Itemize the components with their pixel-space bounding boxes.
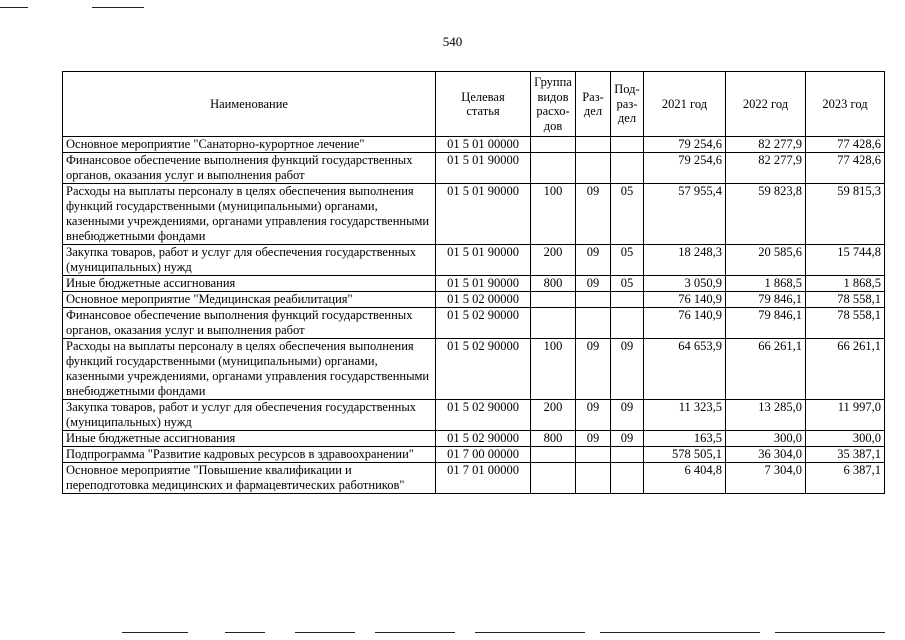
scan-edge-line [295, 632, 355, 633]
row-name: Подпрограмма "Развитие кадровых ресурсов в здравоохранении" [63, 447, 436, 463]
row-subsection: 09 [611, 339, 644, 400]
row-value-2023: 59 815,3 [806, 184, 885, 245]
row-value-2022: 7 304,0 [726, 463, 806, 494]
row-target: 01 5 02 90000 [436, 431, 531, 447]
row-section: 09 [576, 339, 611, 400]
row-value-2022: 300,0 [726, 431, 806, 447]
row-target: 01 7 00 00000 [436, 447, 531, 463]
row-value-2021: 6 404,8 [644, 463, 726, 494]
row-value-2023: 77 428,6 [806, 153, 885, 184]
header-target: Целевая статья [436, 72, 531, 137]
row-value-2022: 36 304,0 [726, 447, 806, 463]
row-section [576, 308, 611, 339]
row-section: 09 [576, 184, 611, 245]
row-group [531, 137, 576, 153]
row-section: 09 [576, 431, 611, 447]
row-subsection [611, 308, 644, 339]
header-name: Наименование [63, 72, 436, 137]
row-group: 200 [531, 400, 576, 431]
row-name: Финансовое обеспечение выполнения функций государственных органов, оказания услуг и выполнения работ [63, 308, 436, 339]
scan-edge-line [600, 632, 760, 633]
row-value-2021: 76 140,9 [644, 308, 726, 339]
row-subsection: 05 [611, 184, 644, 245]
table-row [63, 276, 885, 292]
row-target: 01 5 01 90000 [436, 276, 531, 292]
row-section [576, 292, 611, 308]
row-name: Основное мероприятие "Медицинская реабилитация" [63, 292, 436, 308]
row-subsection [611, 447, 644, 463]
table-row [63, 292, 885, 308]
table-header-row [63, 72, 885, 137]
row-value-2022: 82 277,9 [726, 153, 806, 184]
row-section [576, 153, 611, 184]
row-value-2021: 578 505,1 [644, 447, 726, 463]
row-value-2022: 13 285,0 [726, 400, 806, 431]
row-value-2021: 79 254,6 [644, 153, 726, 184]
row-value-2022: 1 868,5 [726, 276, 806, 292]
scan-edge-line [122, 632, 188, 633]
budget-table [62, 71, 885, 494]
row-value-2023: 66 261,1 [806, 339, 885, 400]
row-section [576, 137, 611, 153]
row-target: 01 5 01 00000 [436, 137, 531, 153]
row-value-2022: 59 823,8 [726, 184, 806, 245]
row-value-2023: 35 387,1 [806, 447, 885, 463]
row-subsection [611, 153, 644, 184]
table-row [63, 308, 885, 339]
header-2022: 2022 год [726, 72, 806, 137]
row-target: 01 5 01 90000 [436, 184, 531, 245]
scan-edge-line [0, 7, 28, 8]
header-2021: 2021 год [644, 72, 726, 137]
row-value-2023: 300,0 [806, 431, 885, 447]
row-value-2022: 66 261,1 [726, 339, 806, 400]
row-value-2023: 15 744,8 [806, 245, 885, 276]
page-number: 540 [442, 34, 463, 49]
row-name: Иные бюджетные ассигнования [63, 276, 436, 292]
row-value-2021: 64 653,9 [644, 339, 726, 400]
row-value-2023: 6 387,1 [806, 463, 885, 494]
row-group [531, 308, 576, 339]
row-value-2021: 3 050,9 [644, 276, 726, 292]
row-value-2021: 76 140,9 [644, 292, 726, 308]
row-section: 09 [576, 245, 611, 276]
row-value-2022: 20 585,6 [726, 245, 806, 276]
row-subsection: 09 [611, 431, 644, 447]
row-name: Закупка товаров, работ и услуг для обеспечения государственных (муниципальных) нужд [63, 400, 436, 431]
row-value-2023: 77 428,6 [806, 137, 885, 153]
table-row [63, 339, 885, 400]
row-name: Закупка товаров, работ и услуг для обеспечения государственных (муниципальных) нужд [63, 245, 436, 276]
table-row [63, 184, 885, 245]
scan-edge-line [92, 7, 144, 8]
row-group: 200 [531, 245, 576, 276]
scan-edge-line [775, 632, 885, 633]
header-group: Группа видов расхо-дов [531, 72, 576, 137]
row-target: 01 5 01 90000 [436, 153, 531, 184]
scan-edge-line [375, 632, 455, 633]
row-group [531, 447, 576, 463]
table-row [63, 137, 885, 153]
row-value-2021: 18 248,3 [644, 245, 726, 276]
row-group [531, 292, 576, 308]
table-row [63, 431, 885, 447]
row-subsection: 09 [611, 400, 644, 431]
row-group [531, 463, 576, 494]
table-row [63, 153, 885, 184]
table-body [63, 137, 885, 494]
header-section: Раз-дел [576, 72, 611, 137]
row-name: Финансовое обеспечение выполнения функций государственных органов, оказания услуг и выполнения работ [63, 153, 436, 184]
table-row [63, 400, 885, 431]
row-name: Основное мероприятие "Санаторно-курортное лечение" [63, 137, 436, 153]
scan-edge-line [475, 632, 585, 633]
row-value-2023: 11 997,0 [806, 400, 885, 431]
row-section [576, 447, 611, 463]
row-value-2021: 79 254,6 [644, 137, 726, 153]
row-name: Расходы на выплаты персоналу в целях обеспечения выполнения функций государственными (муниципальными) органами, казенными учреждениями, органами управления государственными внебюджетными фондами [63, 339, 436, 400]
row-group [531, 153, 576, 184]
row-target: 01 5 02 90000 [436, 308, 531, 339]
row-target: 01 7 01 00000 [436, 463, 531, 494]
row-section: 09 [576, 400, 611, 431]
row-subsection: 05 [611, 245, 644, 276]
row-section [576, 463, 611, 494]
row-target: 01 5 02 00000 [436, 292, 531, 308]
header-2023: 2023 год [806, 72, 885, 137]
table-row [63, 447, 885, 463]
row-value-2023: 78 558,1 [806, 308, 885, 339]
row-target: 01 5 01 90000 [436, 245, 531, 276]
row-value-2022: 79 846,1 [726, 308, 806, 339]
row-group: 800 [531, 431, 576, 447]
row-value-2021: 163,5 [644, 431, 726, 447]
row-target: 01 5 02 90000 [436, 400, 531, 431]
row-value-2023: 78 558,1 [806, 292, 885, 308]
row-value-2021: 57 955,4 [644, 184, 726, 245]
row-name: Иные бюджетные ассигнования [63, 431, 436, 447]
row-subsection [611, 292, 644, 308]
row-section: 09 [576, 276, 611, 292]
row-value-2022: 79 846,1 [726, 292, 806, 308]
row-target: 01 5 02 90000 [436, 339, 531, 400]
row-group: 800 [531, 276, 576, 292]
row-value-2022: 82 277,9 [726, 137, 806, 153]
row-value-2021: 11 323,5 [644, 400, 726, 431]
row-group: 100 [531, 339, 576, 400]
row-value-2023: 1 868,5 [806, 276, 885, 292]
row-subsection: 05 [611, 276, 644, 292]
row-name: Основное мероприятие "Повышение квалификации и переподготовка медицинских и фармацевтических работников" [63, 463, 436, 494]
header-subsection: Под-раз-дел [611, 72, 644, 137]
row-group: 100 [531, 184, 576, 245]
scan-edge-line [225, 632, 265, 633]
row-name: Расходы на выплаты персоналу в целях обеспечения выполнения функций государственными (муниципальными) органами, казенными учреждениями, органами управления государственными внебюджетными фондами [63, 184, 436, 245]
table-row [63, 463, 885, 494]
row-subsection [611, 463, 644, 494]
row-subsection [611, 137, 644, 153]
table-row [63, 245, 885, 276]
